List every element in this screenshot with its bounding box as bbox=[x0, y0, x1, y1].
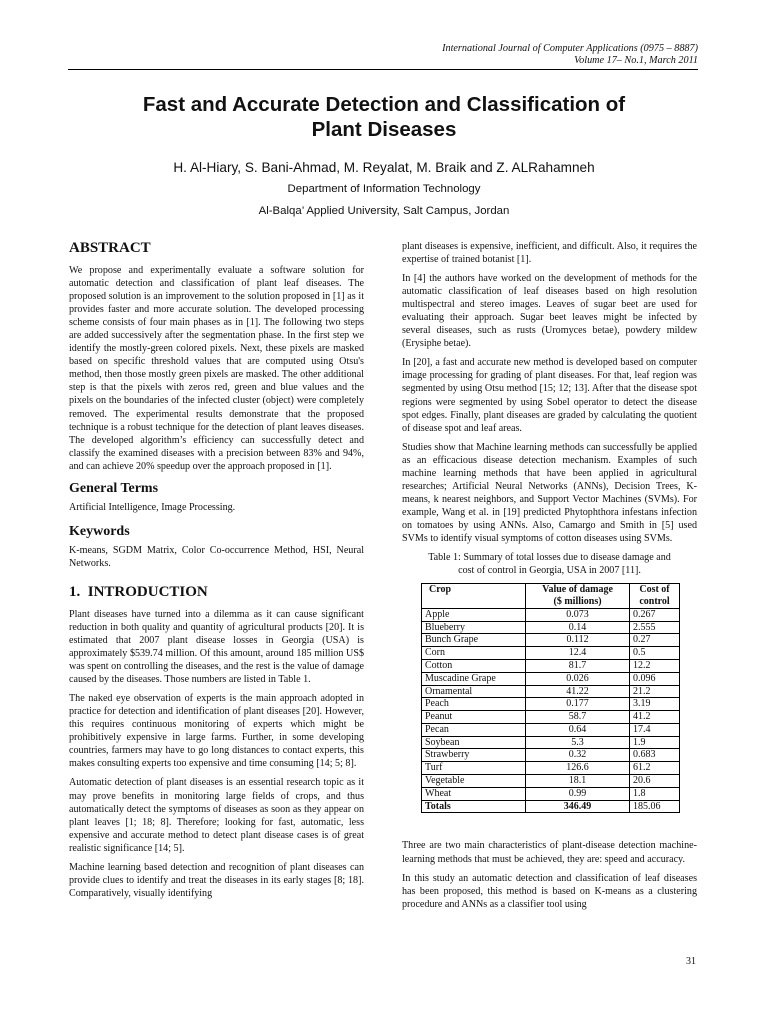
table-row bbox=[422, 711, 680, 724]
intro-paragraph: Plant diseases have turned into a dilemma as it can cause significant reduction in both quality and quantity of agricultural products [20]. It is estimated that 2007 plant disease losses in Georgia (USA) is approximately $539.74 million. Of this amount, around 185 million US$ was spent on controlling the diseases, and the rest is the value of damage caused by the diseases. Those numbers are listed in Table 1. bbox=[69, 608, 364, 686]
cell-crop: Wheat bbox=[422, 787, 526, 800]
cell-crop: Bunch Grape bbox=[422, 634, 526, 647]
cell-control: 0.683 bbox=[630, 749, 680, 762]
table-row bbox=[422, 762, 680, 775]
cell-control: 0.096 bbox=[630, 672, 680, 685]
cell-control: 0.267 bbox=[630, 608, 680, 621]
cell-crop: Turf bbox=[422, 762, 526, 775]
cell-crop: Soybean bbox=[422, 736, 526, 749]
abstract-text: We propose and experimentally evaluate a software solution for automatic detection and classification of plant leaf diseases. The proposed solution is an improvement to the solution proposed in [1] as it provides faster and more accurate solution. The developed processing scheme consists of four main phases as in [1]. The following two steps are added successively after the segmentation phase. In the first step we identify the mostly-green colored pixels. Next, these pixels are masked based on specific threshold values that are computed using Otsu's method, then those mostly green pixels are masked. The other additional step is that the pixels with zeros red, green and blue values and the pixels on the boundaries of the infected cluster (object) were completely removed. The experimental results demonstrate that the proposed technique is a robust technique for the detection of plant leaves diseases. The developed algorithm’s efficiency can successfully detect and classify the examined diseases with a precision between 83% and 94%, and can achieve 20% speedup over the approach proposed in [1]. bbox=[69, 265, 364, 472]
cell-crop: Corn bbox=[422, 647, 526, 660]
cell-crop: Peanut bbox=[422, 711, 526, 724]
cell-damage: 41.22 bbox=[526, 685, 630, 698]
table-row bbox=[422, 608, 680, 621]
affiliation-department: Department of Information Technology bbox=[287, 183, 481, 195]
page-number: 31 bbox=[686, 956, 696, 967]
cell-control: 0.27 bbox=[630, 634, 680, 647]
cell-crop: Vegetable bbox=[422, 775, 526, 788]
body-paragraph: In [4] the authors have worked on the development of methods for the automatic classification of leaf diseases based on high resolution multispectral and stereo images. Leaves of sugar beet are used for evaluating their approach. Sugar beet leaves might be infected by several diseases, such as rusts (Uromyces betae), powdery mildew (Erysiphe betae). bbox=[402, 273, 697, 350]
losses-table-body bbox=[422, 608, 680, 813]
table-row bbox=[422, 659, 680, 672]
cell-control: 41.2 bbox=[630, 711, 680, 724]
introduction-heading: 1. INTRODUCTION bbox=[69, 583, 208, 600]
column-header-control-line: Cost of bbox=[639, 584, 670, 596]
table-row bbox=[422, 775, 680, 788]
cell-damage: 0.026 bbox=[526, 672, 630, 685]
left-column bbox=[69, 240, 364, 906]
paper-title bbox=[60, 92, 708, 142]
keywords-text: K-means, SGDM Matrix, Color Co-occurrence Method, HSI, Neural Networks. bbox=[69, 544, 364, 569]
cell-control: 2.555 bbox=[630, 621, 680, 634]
table-caption-line: cost of control in Georgia, USA in 2007 [11]. bbox=[458, 565, 641, 577]
cell-damage: 0.112 bbox=[526, 634, 630, 647]
cell-total-label: Totals bbox=[422, 800, 526, 813]
cell-damage: 0.99 bbox=[526, 787, 630, 800]
body-paragraph: In [20], a fast and accurate new method is developed based on computer image processing for grading of plant diseases. For that, leaf region was segmented by using Otsu method [15; 12; 13]. After that the disease spot regions were segmented by using Sobel operator to detect the disease spot edges. Finally, plant diseases are graded by calculating the quotient of disease spot and leaf areas. bbox=[402, 357, 697, 434]
column-header-damage-line: ($ millions) bbox=[553, 595, 602, 607]
journal-name: International Journal of Computer Applications (0975 – 8887) bbox=[442, 43, 698, 54]
abstract-heading: ABSTRACT bbox=[69, 240, 151, 256]
table-row bbox=[422, 723, 680, 736]
table-row bbox=[422, 647, 680, 660]
table-total-row bbox=[422, 800, 680, 813]
cell-damage: 0.32 bbox=[526, 749, 630, 762]
cell-damage: 81.7 bbox=[526, 659, 630, 672]
cell-crop: Apple bbox=[422, 608, 526, 621]
cell-crop: Strawberry bbox=[422, 749, 526, 762]
title-line-2: Plant Diseases bbox=[311, 118, 457, 141]
body-paragraph: In this study an automatic detection and classification of leaf diseases has been proposed, this method is based on K-means as a clustering procedure and ANNs as a classifier tool using bbox=[402, 872, 697, 910]
column-header-crop: Crop bbox=[422, 584, 526, 609]
cell-crop: Peach bbox=[422, 698, 526, 711]
cell-damage: 18.1 bbox=[526, 775, 630, 788]
header-rule bbox=[68, 69, 698, 70]
table-caption-line: Table 1: Summary of total losses due to disease damage and bbox=[428, 552, 671, 564]
cell-control: 17.4 bbox=[630, 723, 680, 736]
column-header-damage bbox=[526, 584, 630, 609]
cell-crop: Muscadine Grape bbox=[422, 672, 526, 685]
cell-damage: 12.4 bbox=[526, 647, 630, 660]
cell-control: 21.2 bbox=[630, 685, 680, 698]
cell-total-control: 185.06 bbox=[630, 800, 680, 813]
table-row bbox=[422, 685, 680, 698]
author-list: H. Al-Hiary, S. Bani-Ahmad, M. Reyalat, M. Braik and Z. ALRahamneh bbox=[173, 160, 595, 175]
general-terms-heading: General Terms bbox=[69, 480, 159, 496]
cell-control: 3.19 bbox=[630, 698, 680, 711]
body-paragraph: Studies show that Machine learning methods can successfully be applied as an efficacious disease detection mechanism. Examples of such machine learning methods that have been applied in agricultural researches; Artificial Neural Networks (ANNs), Decision Trees, K-means, k nearest neighbors, and Support Vector Machines (SVMs). For example, Wang et al. in [19] predicted Phytophthora infestans infection on tomatoes by using ANNs. Also, Camargo and Smith in [5] used SVMs to identify visual symptoms of cotton diseases using SVMs. bbox=[402, 441, 697, 544]
cell-crop: Blueberry bbox=[422, 621, 526, 634]
table-row bbox=[422, 749, 680, 762]
cell-damage: 0.073 bbox=[526, 608, 630, 621]
cell-control: 12.2 bbox=[630, 659, 680, 672]
cell-crop: Pecan bbox=[422, 723, 526, 736]
journal-header bbox=[442, 43, 698, 67]
cell-control: 1.9 bbox=[630, 736, 680, 749]
cell-damage: 5.3 bbox=[526, 736, 630, 749]
affiliation-university: Al-Balqa’ Applied University, Salt Campus, Jordan bbox=[258, 205, 510, 217]
table-caption bbox=[402, 551, 697, 577]
cell-control: 0.5 bbox=[630, 647, 680, 660]
column-header-damage-line: Value of damage bbox=[542, 584, 613, 596]
intro-paragraph: The naked eye observation of experts is the main approach adopted in practice for detection and identification of plant diseases [20]. However, this requires continuous monitoring of experts which might be prohibitively expensive in large farms. Further, in some developing countries, farmers may have to go long distances to contact experts, this makes consulting experts too expensive and time consuming [14; 5; 8]. bbox=[69, 693, 364, 770]
cell-damage: 0.14 bbox=[526, 621, 630, 634]
journal-volume: Volume 17– No.1, March 2011 bbox=[574, 55, 698, 66]
column-header-control bbox=[630, 584, 680, 609]
table-row bbox=[422, 736, 680, 749]
keywords-heading: Keywords bbox=[69, 523, 130, 539]
cell-control: 61.2 bbox=[630, 762, 680, 775]
cell-damage: 126.6 bbox=[526, 762, 630, 775]
cell-control: 1.8 bbox=[630, 787, 680, 800]
cell-damage: 0.177 bbox=[526, 698, 630, 711]
column-header-control-line: control bbox=[639, 595, 670, 607]
title-line-1: Fast and Accurate Detection and Classification of bbox=[142, 93, 626, 116]
intro-paragraph: Machine learning based detection and recognition of plant diseases can provide clues to identify and treat the diseases in its early stages [8; 18]. Comparatively, visually identifying bbox=[69, 861, 364, 899]
table-row bbox=[422, 634, 680, 647]
table-row bbox=[422, 672, 680, 685]
table-row bbox=[422, 621, 680, 634]
body-paragraph: plant diseases is expensive, inefficient, and difficult. Also, it requires the expertise of trained botanist [1]. bbox=[402, 241, 697, 266]
cell-total-damage: 346.49 bbox=[526, 800, 630, 813]
right-column bbox=[402, 240, 697, 917]
table-row bbox=[422, 787, 680, 800]
body-paragraph: Three are two main characteristics of plant-disease detection machine-learning methods that must be achieved, they are: speed and accuracy. bbox=[402, 840, 697, 865]
cell-damage: 0.64 bbox=[526, 723, 630, 736]
general-terms-text: Artificial Intelligence, Image Processing. bbox=[69, 501, 236, 513]
cell-control: 20.6 bbox=[630, 775, 680, 788]
cell-crop: Cotton bbox=[422, 659, 526, 672]
table-row bbox=[422, 698, 680, 711]
losses-table bbox=[421, 583, 680, 813]
cell-crop: Ornamental bbox=[422, 685, 526, 698]
intro-paragraph: Automatic detection of plant diseases is an essential research topic as it may prove benefits in monitoring large fields of crops, and thus automatically detect the symptoms of diseases as soon as they appear on plant leaves [1; 18; 8]. Therefore; looking for fast, automatic, less expensive and accurate method to detect plant disease cases is of great realistic significance [14; 5]. bbox=[69, 777, 364, 854]
cell-damage: 58.7 bbox=[526, 711, 630, 724]
